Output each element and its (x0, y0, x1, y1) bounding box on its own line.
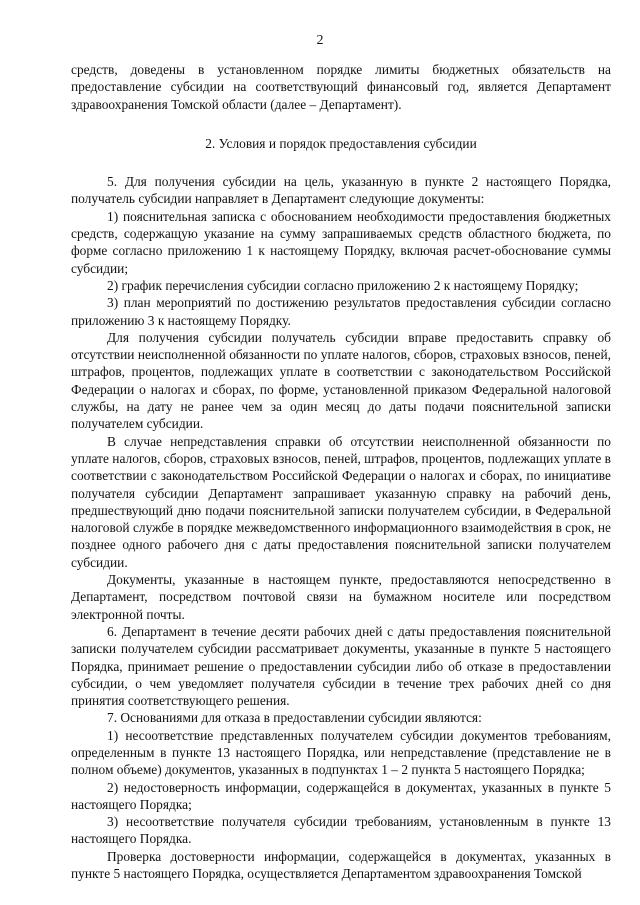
paragraph-non-submission: В случае непредставления справки об отсутствии неисполненной обязанности по уплате налогов, сборов, страховых взносов, пеней, штрафов, процентов, подлежащих уплате в соответствии с законодательством Российской Федерации о налогах и сборах, по инициативе получателя субсидии Департамент запрашивает указанную справку на рабочий день, предшествующий дню подачи пояснительной записки получателем субсидии, в Федеральной налоговой службе в порядке межведомственного информационного взаимодействия в срок, не позднее одного рабочего дня с даты предоставления пояснительной записки получателем субсидии. (71, 433, 611, 570)
paragraph-item-6: 6. Департамент в течение десяти рабочих дней с даты предоставления пояснительной записки получателем субсидии рассматривает документы, указанные в пункте 5 настоящего Порядка, принимает решение о предоставлении субсидии либо об отказе в предоставлении субсидии, о чем уведомляет получателя субсидии в течение трех рабочих дней со дня принятия соответствующего решения. (71, 623, 611, 709)
paragraph-subitem-2: 2) график перечисления субсидии согласно приложению 2 к настоящему Порядку; (107, 277, 579, 293)
paragraph-refusal-3: 3) несоответствие получателя субсидии требованиям, установленным в пункте 13 настоящего Порядка. (71, 814, 611, 847)
paragraph-subitem-3: 3) план мероприятий по достижению результатов предоставления субсидии согласно приложению 3 к настоящему Порядку. (71, 295, 611, 328)
section-heading: 2. Условия и порядок предоставления субсидии (205, 135, 477, 151)
paragraph-refusal-1: 1) несоответствие представленных получателем субсидии документов требованиям, определенным в пункте 13 настоящего Порядка, или непредставление (представление не в полном объеме) документов, указанных в подпунктах 1 – 2 пункта 5 настоящего Порядка; (71, 727, 611, 778)
page-number: 2 (316, 33, 324, 48)
paragraph-submission-methods: Документы, указанные в настоящем пункте, предоставляются непосредственно в Департамент, посредством почтовой связи на бумажном носителе или посредством электронной почты. (71, 572, 611, 622)
paragraph-tax-certificate: Для получения субсидии получатель субсидии вправе предоставить справку об отсутствии неисполненной обязанности по уплате налогов, сборов, страховых взносов, пеней, штрафов, процентов, подлежащих уплате в соответствии с законодательством Российской Федерации о налогах и сборах, по форме, установленной приказом Федеральной налоговой службы, на дату не ранее чем за один месяц до даты подачи пояснительной записки получателем субсидии. (71, 329, 611, 432)
paragraph-item-7: 7. Основаниями для отказа в предоставлении субсидии являются: (107, 710, 482, 726)
paragraph-continuation: средств, доведены в установленном порядке лимиты бюджетных обязательств на предоставление субсидии на соответствующий финансовый год, является Департамент здравоохранения Томской области (далее – Департамент). (71, 62, 611, 112)
paragraph-refusal-2: 2) недостоверность информации, содержащейся в документах, указанных в пункте 5 настоящего Порядка; (71, 779, 611, 812)
paragraph-verification: Проверка достоверности информации, содержащейся в документах, указанных в пункте 5 настоящего Порядка, осуществляется Департаментом здравоохранения Томской (71, 848, 611, 882)
paragraph-subitem-1: 1) пояснительная записка с обоснованием необходимости предоставления бюджетных средств, содержащую указание на сумму запрашиваемых средств областного бюджета, по форме согласно приложению 1 к настоящему Порядку, включая расчет-обоснование суммы субсидии; (71, 208, 611, 276)
document-body (71, 61, 611, 882)
paragraph-item-5: 5. Для получения субсидии на цель, указанную в пункте 2 настоящего Порядка, получатель субсидии направляет в Департамент следующие документы: (71, 174, 611, 207)
